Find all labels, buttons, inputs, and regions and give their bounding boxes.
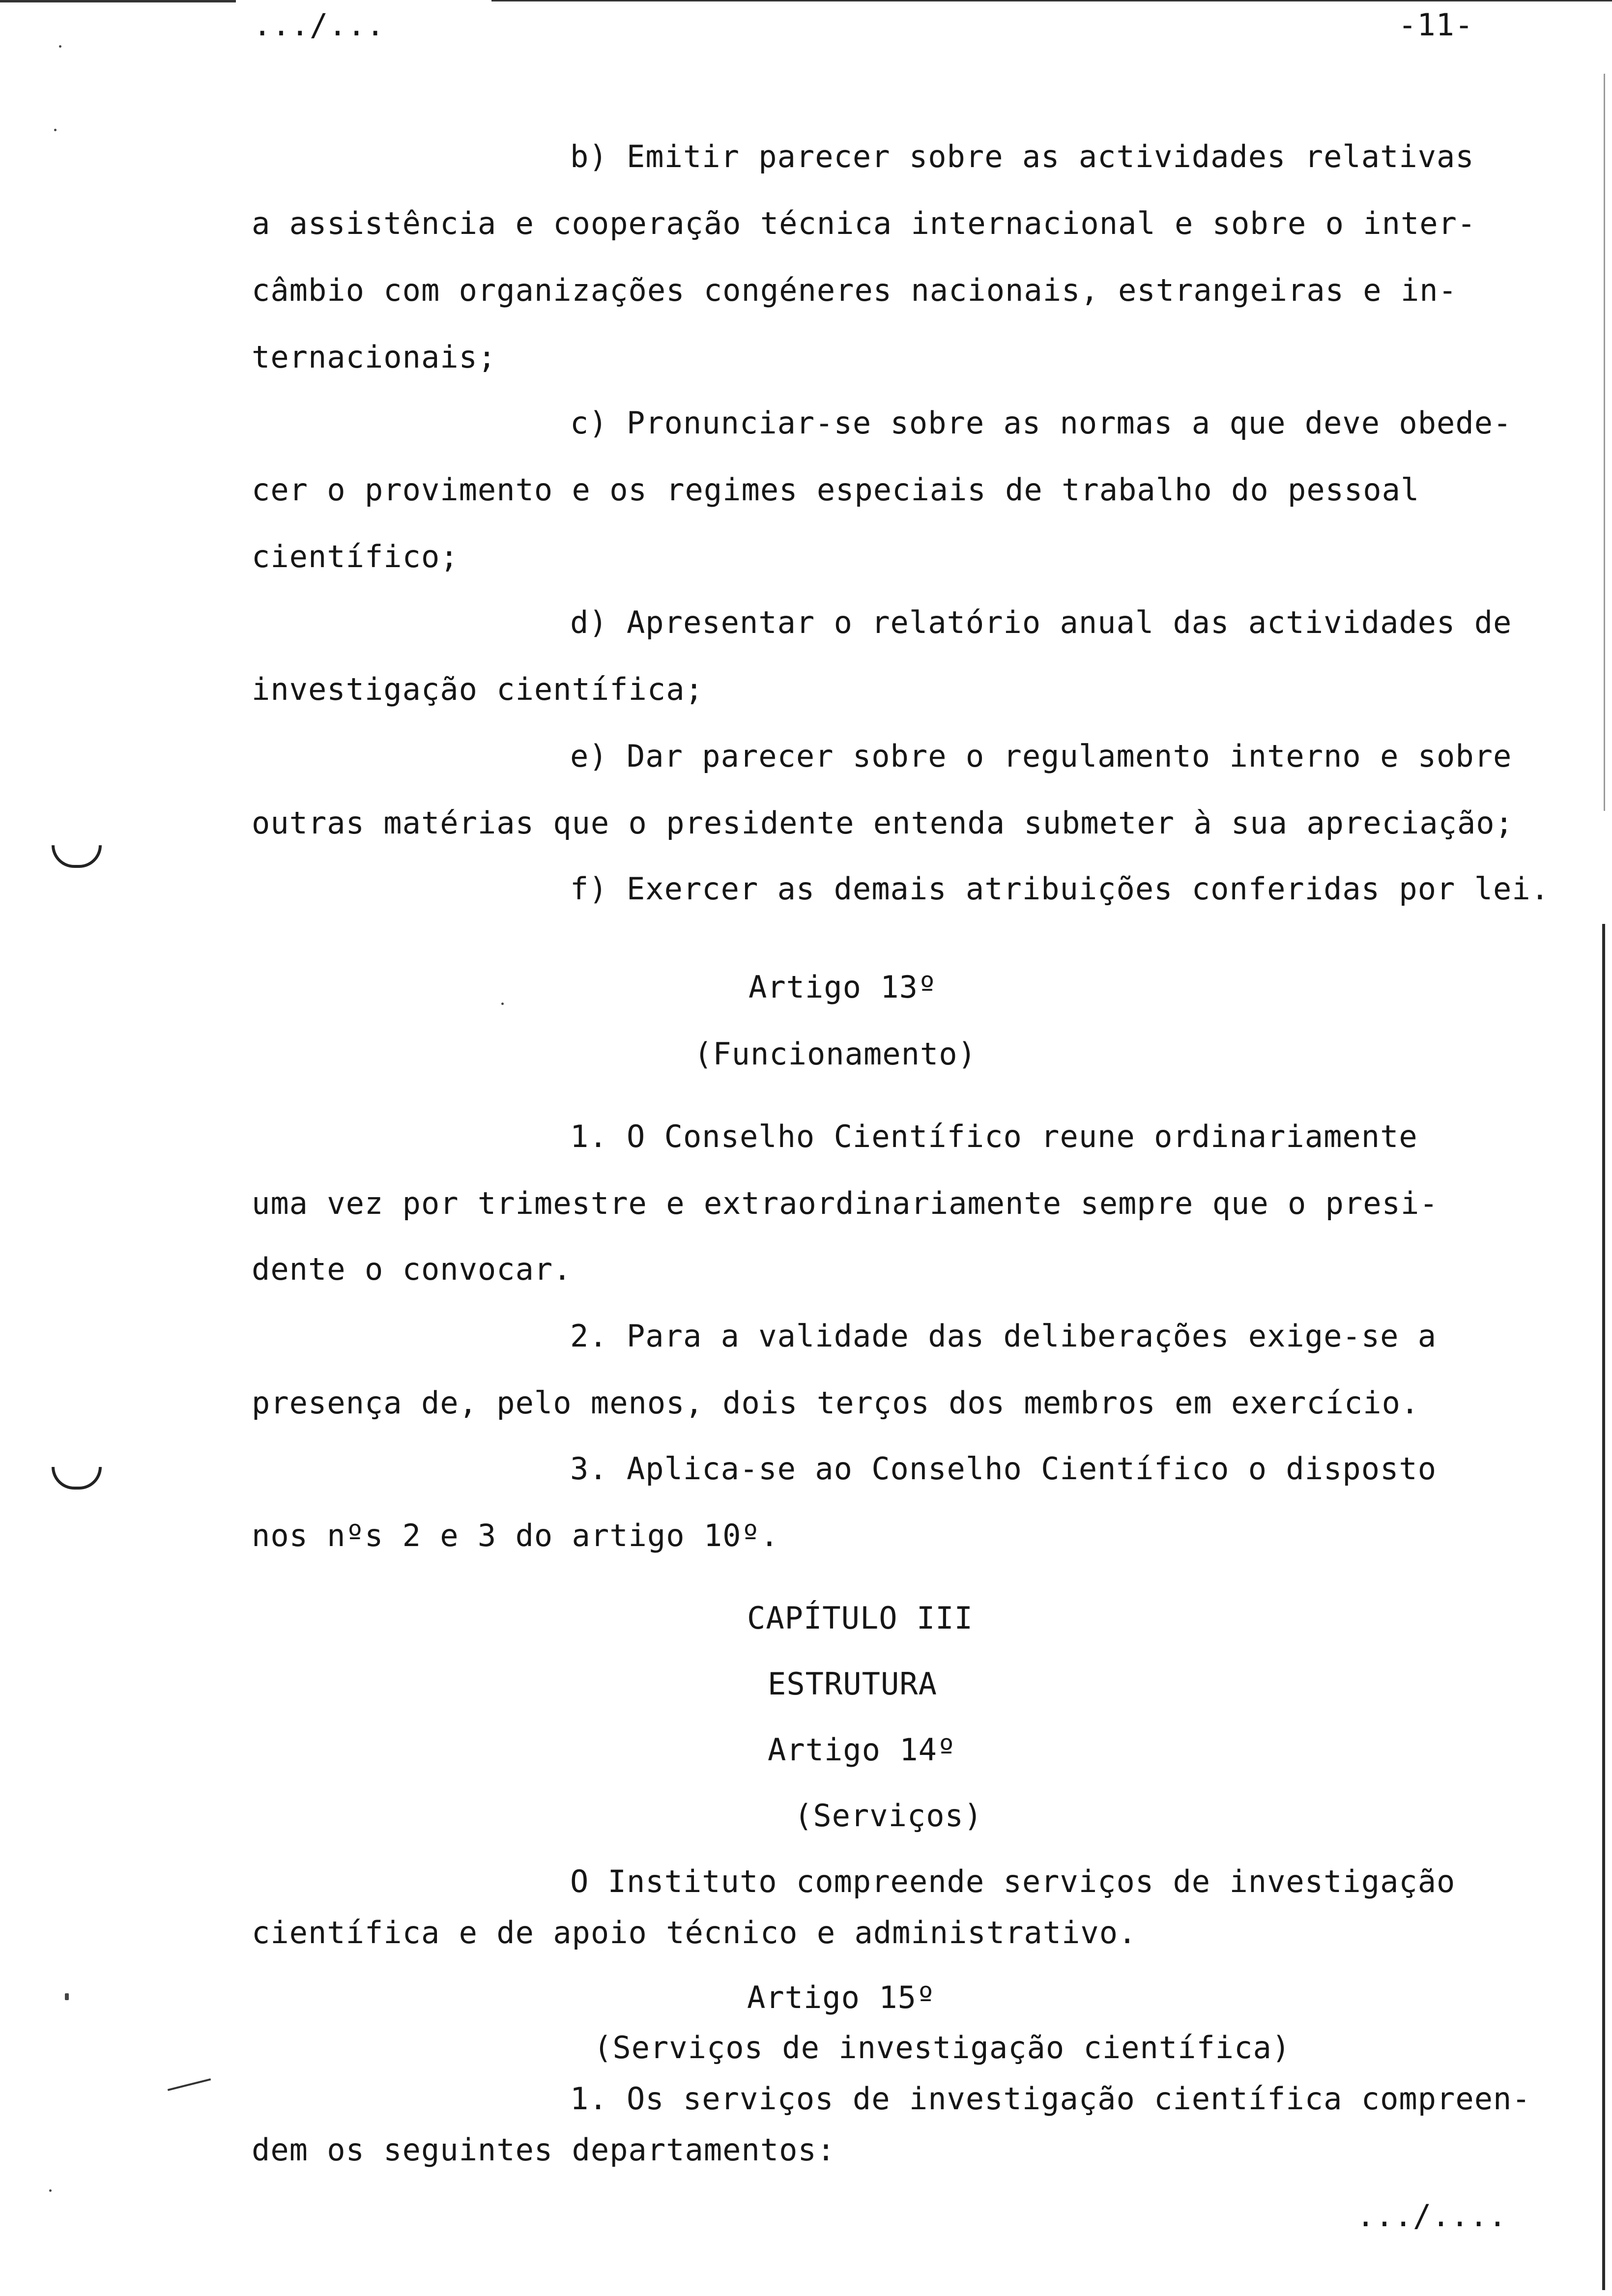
scan-speck bbox=[54, 129, 57, 131]
item-f-line-1: f) Exercer as demais atribuições conferidas por lei. bbox=[570, 871, 1550, 907]
scan-top-rule-right bbox=[491, 0, 1612, 1]
item-d-line-2: investigação científica; bbox=[252, 671, 704, 707]
chapter-title: ESTRUTURA bbox=[768, 1666, 937, 1702]
item-e-line-2: outras matérias que o presidente entenda submeter à sua apreciação; bbox=[252, 805, 1514, 841]
article-14-heading: Artigo 14º bbox=[768, 1732, 956, 1768]
article-13-p2-line-1: 2. Para a validade das deliberações exige-se a bbox=[570, 1318, 1437, 1354]
article-13-p3-line-2: nos nºs 2 e 3 do artigo 10º. bbox=[252, 1518, 779, 1553]
article-14-line-1: O Instituto compreende serviços de investigação bbox=[570, 1864, 1456, 1899]
article-13-p1-line-3: dente o convocar. bbox=[252, 1251, 572, 1287]
margin-punch-mark-upper bbox=[52, 845, 102, 868]
continuation-mark-top: .../... bbox=[253, 7, 385, 43]
scan-right-edge-shadow-upper bbox=[1604, 74, 1605, 811]
scan-right-edge-shadow bbox=[1602, 924, 1605, 2290]
article-15-p1-line-2: dem os seguintes departamentos: bbox=[252, 2132, 836, 2168]
item-b-line-3: câmbio com organizações congéneres nacionais, estrangeiras e in- bbox=[252, 272, 1457, 308]
item-e-line-1: e) Dar parecer sobre o regulamento interno e sobre bbox=[570, 738, 1512, 774]
article-13-p3-line-1: 3. Aplica-se ao Conselho Científico o disposto bbox=[570, 1451, 1437, 1487]
margin-pen-mark bbox=[168, 2078, 211, 2091]
scan-top-rule-left bbox=[0, 0, 236, 2]
article-13-p2-line-2: presença de, pelo menos, dois terços dos membros em exercício. bbox=[252, 1385, 1420, 1421]
scan-speck bbox=[501, 1003, 504, 1005]
article-15-p1-line-1: 1. Os serviços de investigação científica compreen- bbox=[570, 2081, 1531, 2117]
chapter-heading: CAPÍTULO III bbox=[747, 1600, 973, 1636]
margin-punch-mark-lower bbox=[52, 1467, 102, 1490]
item-c-line-2: cer o provimento e os regimes especiais de trabalho do pessoal bbox=[252, 472, 1420, 508]
item-b-line-4: ternacionais; bbox=[252, 339, 497, 375]
item-c-line-3: científico; bbox=[252, 539, 459, 574]
continuation-mark-bottom: .../.... bbox=[1356, 2198, 1507, 2234]
page-number: -11- bbox=[1398, 7, 1474, 43]
item-b-line-1: b) Emitir parecer sobre as actividades relativas bbox=[570, 139, 1474, 174]
scan-speck bbox=[65, 1993, 69, 2000]
item-b-line-2: a assistência e cooperação técnica internacional e sobre o inter- bbox=[252, 205, 1476, 241]
article-13-p1-line-1: 1. O Conselho Científico reune ordinariamente bbox=[570, 1119, 1418, 1154]
article-14-subtitle: (Serviços) bbox=[794, 1798, 983, 1834]
item-d-line-1: d) Apresentar o relatório anual das actividades de bbox=[570, 604, 1512, 640]
scan-speck bbox=[59, 45, 61, 48]
item-c-line-1: c) Pronunciar-se sobre as normas a que deve obede- bbox=[570, 405, 1512, 441]
article-13-subtitle: (Funcionamento) bbox=[694, 1036, 977, 1072]
article-13-heading: Artigo 13º bbox=[748, 969, 937, 1005]
article-15-subtitle: (Serviços de investigação científica) bbox=[594, 2030, 1291, 2066]
article-13-p1-line-2: uma vez por trimestre e extraordinariamente sempre que o presi- bbox=[252, 1185, 1439, 1221]
article-14-line-2: científica e de apoio técnico e administrativo. bbox=[252, 1915, 1137, 1951]
article-15-heading: Artigo 15º bbox=[747, 1980, 936, 2015]
scan-speck bbox=[49, 2189, 52, 2192]
